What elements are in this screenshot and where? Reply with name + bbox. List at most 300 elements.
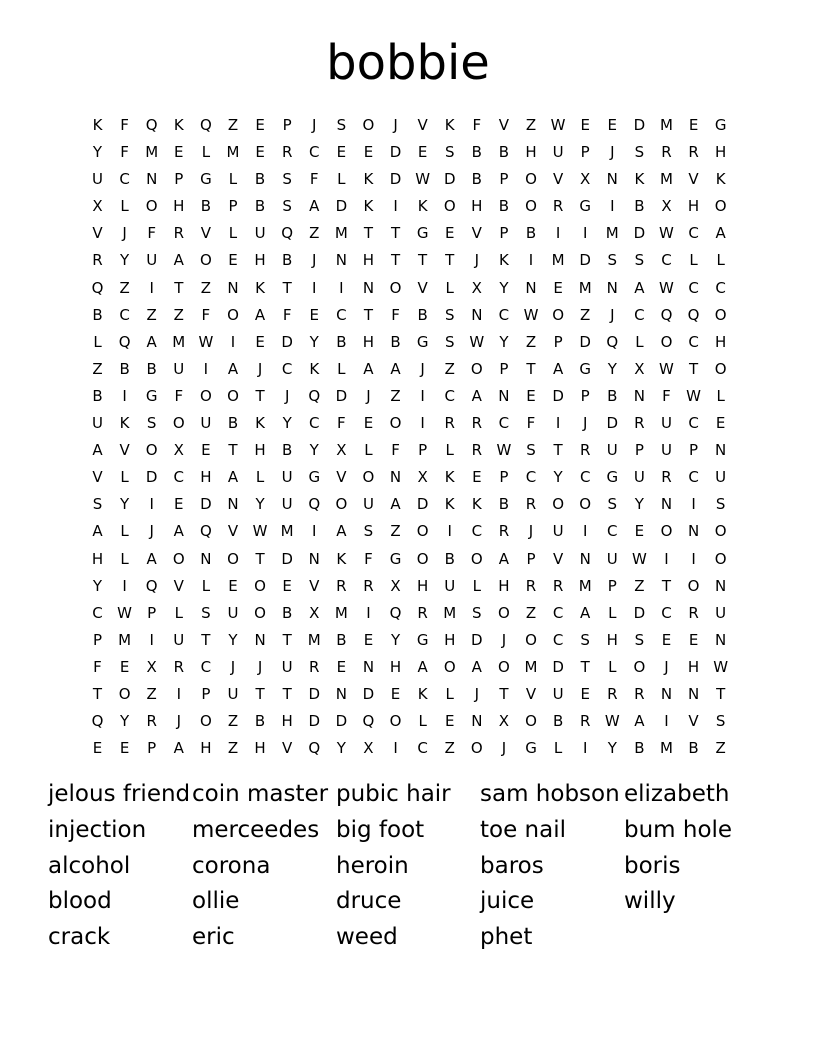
grid-letter: J: [393, 116, 398, 134]
grid-letter: G: [579, 359, 591, 378]
grid-letter: F: [147, 224, 156, 243]
grid-letter: E: [174, 495, 184, 514]
grid-letter: M: [524, 657, 538, 676]
grid-letter: A: [173, 251, 184, 270]
grid-letter: V: [525, 684, 537, 703]
grid-letter: G: [200, 170, 212, 189]
grid-letter: C: [552, 630, 564, 649]
grid-letter: N: [687, 522, 700, 541]
grid-letter: C: [688, 224, 699, 243]
grid-letter: I: [312, 278, 317, 297]
grid-letter: W: [198, 332, 214, 351]
grid-letter: B: [498, 495, 510, 514]
grid-letter: O: [525, 197, 537, 216]
grid-letter: J: [257, 359, 263, 378]
grid-letter: X: [363, 739, 374, 758]
grid-letter: F: [120, 143, 129, 162]
grid-letter: N: [335, 684, 347, 703]
grid-letter: W: [631, 549, 647, 568]
grid-letter: G: [308, 468, 321, 487]
word-list-item: toe nail: [480, 816, 567, 843]
grid-letter: K: [471, 495, 482, 514]
grid-letter: Y: [499, 332, 509, 351]
grid-letter: Y: [92, 576, 103, 595]
grid-letter: B: [498, 143, 510, 162]
grid-letter: Y: [228, 630, 238, 649]
grid-letter: Q: [281, 224, 294, 243]
grid-letter: G: [525, 739, 537, 758]
grid-letter: H: [525, 143, 537, 162]
grid-letter: J: [312, 251, 317, 270]
grid-letter: Q: [687, 305, 700, 324]
grid-letter: A: [417, 657, 428, 676]
grid-letter: P: [228, 197, 238, 216]
grid-letter: U: [660, 414, 672, 433]
grid-letter: N: [146, 170, 158, 189]
grid-letter: Z: [146, 305, 157, 324]
grid-letter: Z: [525, 116, 537, 134]
grid-letter: K: [336, 549, 347, 568]
grid-letter: I: [691, 495, 696, 514]
grid-letter: I: [582, 739, 588, 758]
grid-letter: Z: [309, 224, 320, 243]
grid-letter: V: [92, 468, 103, 487]
grid-letter: L: [174, 603, 183, 622]
grid-letter: G: [416, 332, 429, 351]
grid-letter: R: [688, 603, 699, 622]
grid-letter: H: [173, 197, 185, 216]
grid-letter: U: [227, 603, 239, 622]
grid-letter: Z: [444, 739, 455, 758]
grid-letter: L: [553, 739, 563, 758]
grid-letter: O: [660, 332, 673, 351]
grid-letter: D: [471, 630, 483, 649]
grid-letter: H: [715, 332, 727, 351]
grid-letter: O: [118, 684, 131, 703]
grid-letter: S: [634, 630, 645, 649]
grid-letter: M: [334, 224, 348, 243]
grid-letter: N: [498, 386, 510, 405]
grid-letter: D: [145, 468, 158, 487]
grid-letter: C: [471, 522, 483, 541]
grid-letter: S: [444, 305, 455, 324]
grid-letter: B: [634, 197, 645, 216]
word-list-item: juice: [480, 888, 535, 915]
grid-letter: E: [119, 657, 130, 676]
grid-letter: J: [610, 305, 615, 324]
grid-letter: P: [499, 224, 509, 243]
grid-letter: U: [92, 414, 103, 433]
grid-letter: L: [608, 603, 617, 622]
grid-letter: R: [309, 657, 320, 676]
grid-letter: S: [282, 197, 292, 216]
grid-letter: S: [146, 414, 157, 433]
grid-letter: A: [146, 549, 157, 568]
grid-letter: J: [501, 630, 507, 649]
grid-letter: B: [254, 170, 266, 189]
grid-letter: L: [201, 576, 211, 595]
grid-letter: K: [498, 251, 509, 270]
grid-letter: F: [337, 414, 346, 433]
grid-letter: S: [715, 712, 726, 731]
grid-letter: A: [363, 359, 374, 378]
grid-letter: U: [281, 657, 293, 676]
grid-letter: D: [443, 170, 456, 189]
grid-letter: R: [471, 414, 483, 433]
grid-letter: U: [227, 684, 239, 703]
grid-letter: U: [444, 576, 456, 595]
grid-letter: H: [687, 197, 700, 216]
grid-letter: R: [607, 684, 618, 703]
grid-letter: S: [634, 251, 645, 270]
grid-letter: V: [200, 224, 211, 243]
grid-letter: P: [92, 630, 103, 649]
grid-letter: K: [173, 116, 184, 134]
grid-letter: U: [173, 359, 185, 378]
grid-letter: B: [634, 739, 645, 758]
grid-letter: P: [580, 143, 590, 162]
grid-letter: J: [582, 414, 588, 433]
grid-letter: T: [553, 441, 563, 460]
grid-letter: C: [417, 739, 428, 758]
grid-letter: O: [525, 712, 537, 731]
grid-letter: U: [660, 441, 672, 460]
grid-letter: X: [390, 576, 401, 595]
grid-letter: R: [498, 522, 510, 541]
grid-letter: L: [201, 143, 211, 162]
grid-letter: C: [309, 414, 320, 433]
grid-letter: Y: [336, 739, 346, 758]
grid-letter: S: [363, 522, 374, 541]
grid-letter: Z: [390, 522, 401, 541]
word-list-item: elizabeth: [624, 781, 730, 807]
grid-letter: A: [390, 359, 401, 378]
grid-letter: L: [716, 386, 725, 405]
grid-letter: E: [688, 630, 699, 649]
grid-letter: V: [498, 116, 510, 134]
grid-letter: F: [282, 305, 292, 324]
grid-letter: Q: [308, 739, 321, 758]
grid-letter: V: [309, 576, 320, 595]
grid-letter: A: [390, 495, 401, 514]
grid-letter: E: [174, 143, 184, 162]
grid-letter: B: [525, 224, 537, 243]
grid-letter: J: [284, 386, 290, 405]
word-list-item: crack: [48, 924, 111, 951]
grid-letter: O: [416, 549, 429, 568]
grid-letter: W: [117, 603, 133, 622]
grid-letter: O: [172, 549, 185, 568]
grid-letter: J: [501, 739, 507, 758]
grid-letter: L: [608, 657, 617, 676]
grid-letter: R: [173, 224, 184, 243]
grid-letter: L: [689, 251, 698, 270]
grid-letter: L: [337, 359, 346, 378]
grid-letter: Y: [120, 712, 130, 731]
grid-letter: V: [336, 468, 347, 487]
grid-letter: N: [227, 495, 239, 514]
grid-letter: T: [92, 684, 103, 703]
word-list-item: jelous friend: [48, 781, 191, 807]
grid-letter: C: [200, 657, 212, 676]
grid-letter: O: [416, 522, 429, 541]
grid-letter: K: [92, 116, 103, 134]
grid-letter: K: [363, 197, 374, 216]
grid-letter: W: [686, 386, 701, 405]
grid-letter: L: [364, 441, 373, 460]
grid-letter: I: [149, 630, 154, 649]
grid-letter: R: [634, 684, 645, 703]
grid-letter: J: [149, 522, 154, 541]
grid-letter: O: [145, 441, 158, 460]
grid-letter: D: [416, 495, 429, 514]
grid-letter: I: [122, 386, 127, 405]
grid-letter: V: [173, 576, 184, 595]
grid-letter: P: [634, 441, 644, 460]
grid-letter: E: [417, 143, 428, 162]
grid-letter: C: [607, 522, 618, 541]
word-list-item: druce: [336, 888, 402, 915]
grid-letter: S: [607, 495, 618, 514]
grid-letter: N: [525, 278, 537, 297]
grid-letter: N: [606, 170, 618, 189]
grid-letter: T: [445, 251, 455, 270]
grid-letter: L: [635, 332, 644, 351]
grid-letter: M: [307, 630, 321, 649]
grid-letter: R: [417, 603, 428, 622]
grid-letter: O: [687, 576, 700, 595]
grid-letter: I: [312, 522, 317, 541]
grid-letter: W: [496, 441, 512, 460]
grid-letter: C: [688, 414, 699, 433]
grid-letter: N: [471, 305, 483, 324]
grid-letter: C: [579, 468, 591, 487]
grid-letter: M: [551, 251, 565, 270]
grid-letter: E: [390, 684, 401, 703]
grid-letter: K: [119, 414, 130, 433]
grid-letter: O: [470, 549, 483, 568]
word-list-item: bum hole: [624, 816, 733, 843]
grid-letter: M: [605, 224, 619, 243]
grid-letter: T: [255, 684, 265, 703]
grid-letter: H: [389, 657, 402, 676]
grid-letter: O: [199, 251, 212, 270]
grid-letter: I: [149, 495, 154, 514]
grid-letter: M: [172, 332, 186, 351]
grid-letter: E: [634, 522, 645, 541]
grid-letter: J: [122, 224, 127, 243]
word-list-item: sam hobson: [480, 781, 620, 807]
grid-letter: N: [362, 278, 375, 297]
grid-letter: Q: [389, 603, 402, 622]
grid-letter: P: [282, 116, 292, 134]
grid-letter: C: [336, 305, 347, 324]
grid-letter: H: [200, 739, 212, 758]
grid-letter: G: [416, 630, 429, 649]
grid-letter: L: [255, 468, 265, 487]
grid-letter: D: [633, 116, 646, 134]
grid-letter: I: [610, 197, 615, 216]
word-list-item: weed: [336, 924, 398, 951]
grid-letter: R: [552, 576, 564, 595]
grid-letter: D: [633, 603, 646, 622]
grid-letter: I: [366, 603, 371, 622]
grid-letter: O: [389, 278, 402, 297]
grid-letter: F: [526, 414, 536, 433]
grid-letter: N: [389, 468, 402, 487]
grid-letter: O: [714, 359, 727, 378]
grid-letter: G: [579, 197, 591, 216]
grid-letter: D: [552, 386, 564, 405]
grid-letter: A: [309, 197, 320, 216]
grid-letter: J: [474, 251, 480, 270]
grid-letter: Y: [309, 332, 319, 351]
grid-letter: E: [309, 305, 319, 324]
grid-letter: T: [526, 359, 536, 378]
page-title: bobbie: [326, 35, 490, 91]
grid-letter: O: [552, 305, 564, 324]
grid-letter: C: [119, 305, 130, 324]
grid-letter: E: [715, 414, 726, 433]
grid-letter: X: [661, 197, 672, 216]
grid-letter: V: [92, 224, 103, 243]
grid-letter: T: [282, 278, 292, 297]
grid-letter: T: [688, 359, 699, 378]
grid-letter: O: [254, 576, 266, 595]
grid-letter: Z: [580, 305, 591, 324]
grid-letter: L: [337, 170, 346, 189]
grid-letter: M: [659, 170, 673, 189]
grid-letter: T: [282, 684, 292, 703]
grid-letter: H: [471, 197, 483, 216]
grid-letter: E: [255, 332, 265, 351]
grid-letter: O: [660, 522, 673, 541]
grid-letter: E: [363, 143, 374, 162]
grid-letter: G: [389, 549, 402, 568]
grid-letter: O: [227, 386, 239, 405]
grid-letter: N: [606, 278, 618, 297]
grid-letter: R: [579, 441, 591, 460]
grid-letter: Z: [444, 359, 455, 378]
grid-letter: Z: [119, 278, 130, 297]
grid-letter: S: [634, 143, 645, 162]
grid-letter: Q: [145, 576, 158, 595]
grid-letter: N: [254, 630, 266, 649]
grid-letter: Y: [92, 143, 103, 162]
grid-letter: O: [254, 603, 266, 622]
grid-letter: I: [582, 224, 588, 243]
grid-letter: J: [474, 684, 480, 703]
grid-letter: R: [444, 414, 455, 433]
grid-letter: A: [227, 359, 239, 378]
word-list-item: ollie: [192, 888, 240, 915]
grid-letter: T: [363, 305, 374, 324]
grid-letter: V: [688, 712, 699, 731]
grid-letter: P: [499, 468, 509, 487]
word-list-item: boris: [624, 852, 681, 879]
word-list-item: injection: [48, 816, 147, 843]
word-list-item: baros: [480, 852, 544, 879]
grid-letter: Q: [199, 522, 212, 541]
grid-letter: O: [498, 657, 510, 676]
grid-letter: X: [498, 712, 510, 731]
grid-letter: I: [447, 522, 452, 541]
grid-letter: U: [715, 468, 727, 487]
grid-letter: Z: [146, 684, 157, 703]
grid-letter: T: [580, 657, 590, 676]
grid-letter: B: [390, 332, 401, 351]
grid-letter: X: [92, 197, 103, 216]
grid-letter: A: [715, 224, 726, 243]
grid-letter: F: [120, 116, 129, 134]
grid-letter: K: [634, 170, 645, 189]
grid-letter: O: [199, 712, 212, 731]
grid-letter: C: [552, 603, 564, 622]
grid-letter: E: [282, 576, 292, 595]
grid-letter: W: [550, 116, 566, 134]
grid-letter: O: [579, 495, 592, 514]
grid-letter: A: [634, 278, 645, 297]
grid-letter: J: [420, 359, 425, 378]
word-list-item: corona: [192, 852, 271, 879]
grid-letter: B: [200, 197, 212, 216]
grid-letter: R: [634, 414, 645, 433]
grid-letter: J: [366, 386, 371, 405]
grid-letter: H: [254, 441, 266, 460]
grid-letter: P: [689, 441, 699, 460]
grid-letter: N: [715, 576, 727, 595]
grid-letter: U: [281, 468, 293, 487]
grid-letter: E: [201, 441, 211, 460]
grid-letter: B: [282, 441, 293, 460]
grid-letter: J: [176, 712, 181, 731]
grid-letter: T: [390, 224, 401, 243]
grid-letter: I: [393, 739, 398, 758]
grid-letter: M: [334, 603, 348, 622]
grid-letter: W: [659, 278, 674, 297]
grid-letter: I: [176, 684, 181, 703]
grid-letter: J: [664, 657, 669, 676]
grid-letter: O: [633, 657, 646, 676]
grid-letter: O: [389, 414, 402, 433]
grid-letter: D: [281, 549, 293, 568]
grid-letter: F: [364, 549, 373, 568]
grid-letter: Y: [607, 739, 617, 758]
grid-letter: Q: [91, 712, 104, 731]
word-list-item: coin master: [192, 781, 329, 807]
grid-letter: C: [661, 603, 672, 622]
grid-letter: Q: [660, 305, 673, 324]
grid-letter: K: [417, 197, 428, 216]
grid-letter: J: [610, 143, 615, 162]
grid-letter: G: [416, 224, 429, 243]
grid-letter: O: [525, 630, 537, 649]
grid-letter: W: [713, 657, 729, 676]
grid-letter: C: [634, 305, 645, 324]
grid-letter: P: [553, 332, 563, 351]
grid-letter: V: [417, 116, 428, 134]
grid-letter: B: [227, 414, 239, 433]
word-list-item: alcohol: [48, 852, 131, 879]
grid-letter: U: [606, 549, 618, 568]
grid-letter: E: [363, 414, 374, 433]
grid-letter: O: [227, 549, 239, 568]
grid-letter: D: [200, 495, 212, 514]
grid-letter: J: [230, 657, 236, 676]
grid-letter: A: [471, 386, 482, 405]
grid-letter: Z: [227, 712, 239, 731]
grid-letter: A: [173, 522, 184, 541]
